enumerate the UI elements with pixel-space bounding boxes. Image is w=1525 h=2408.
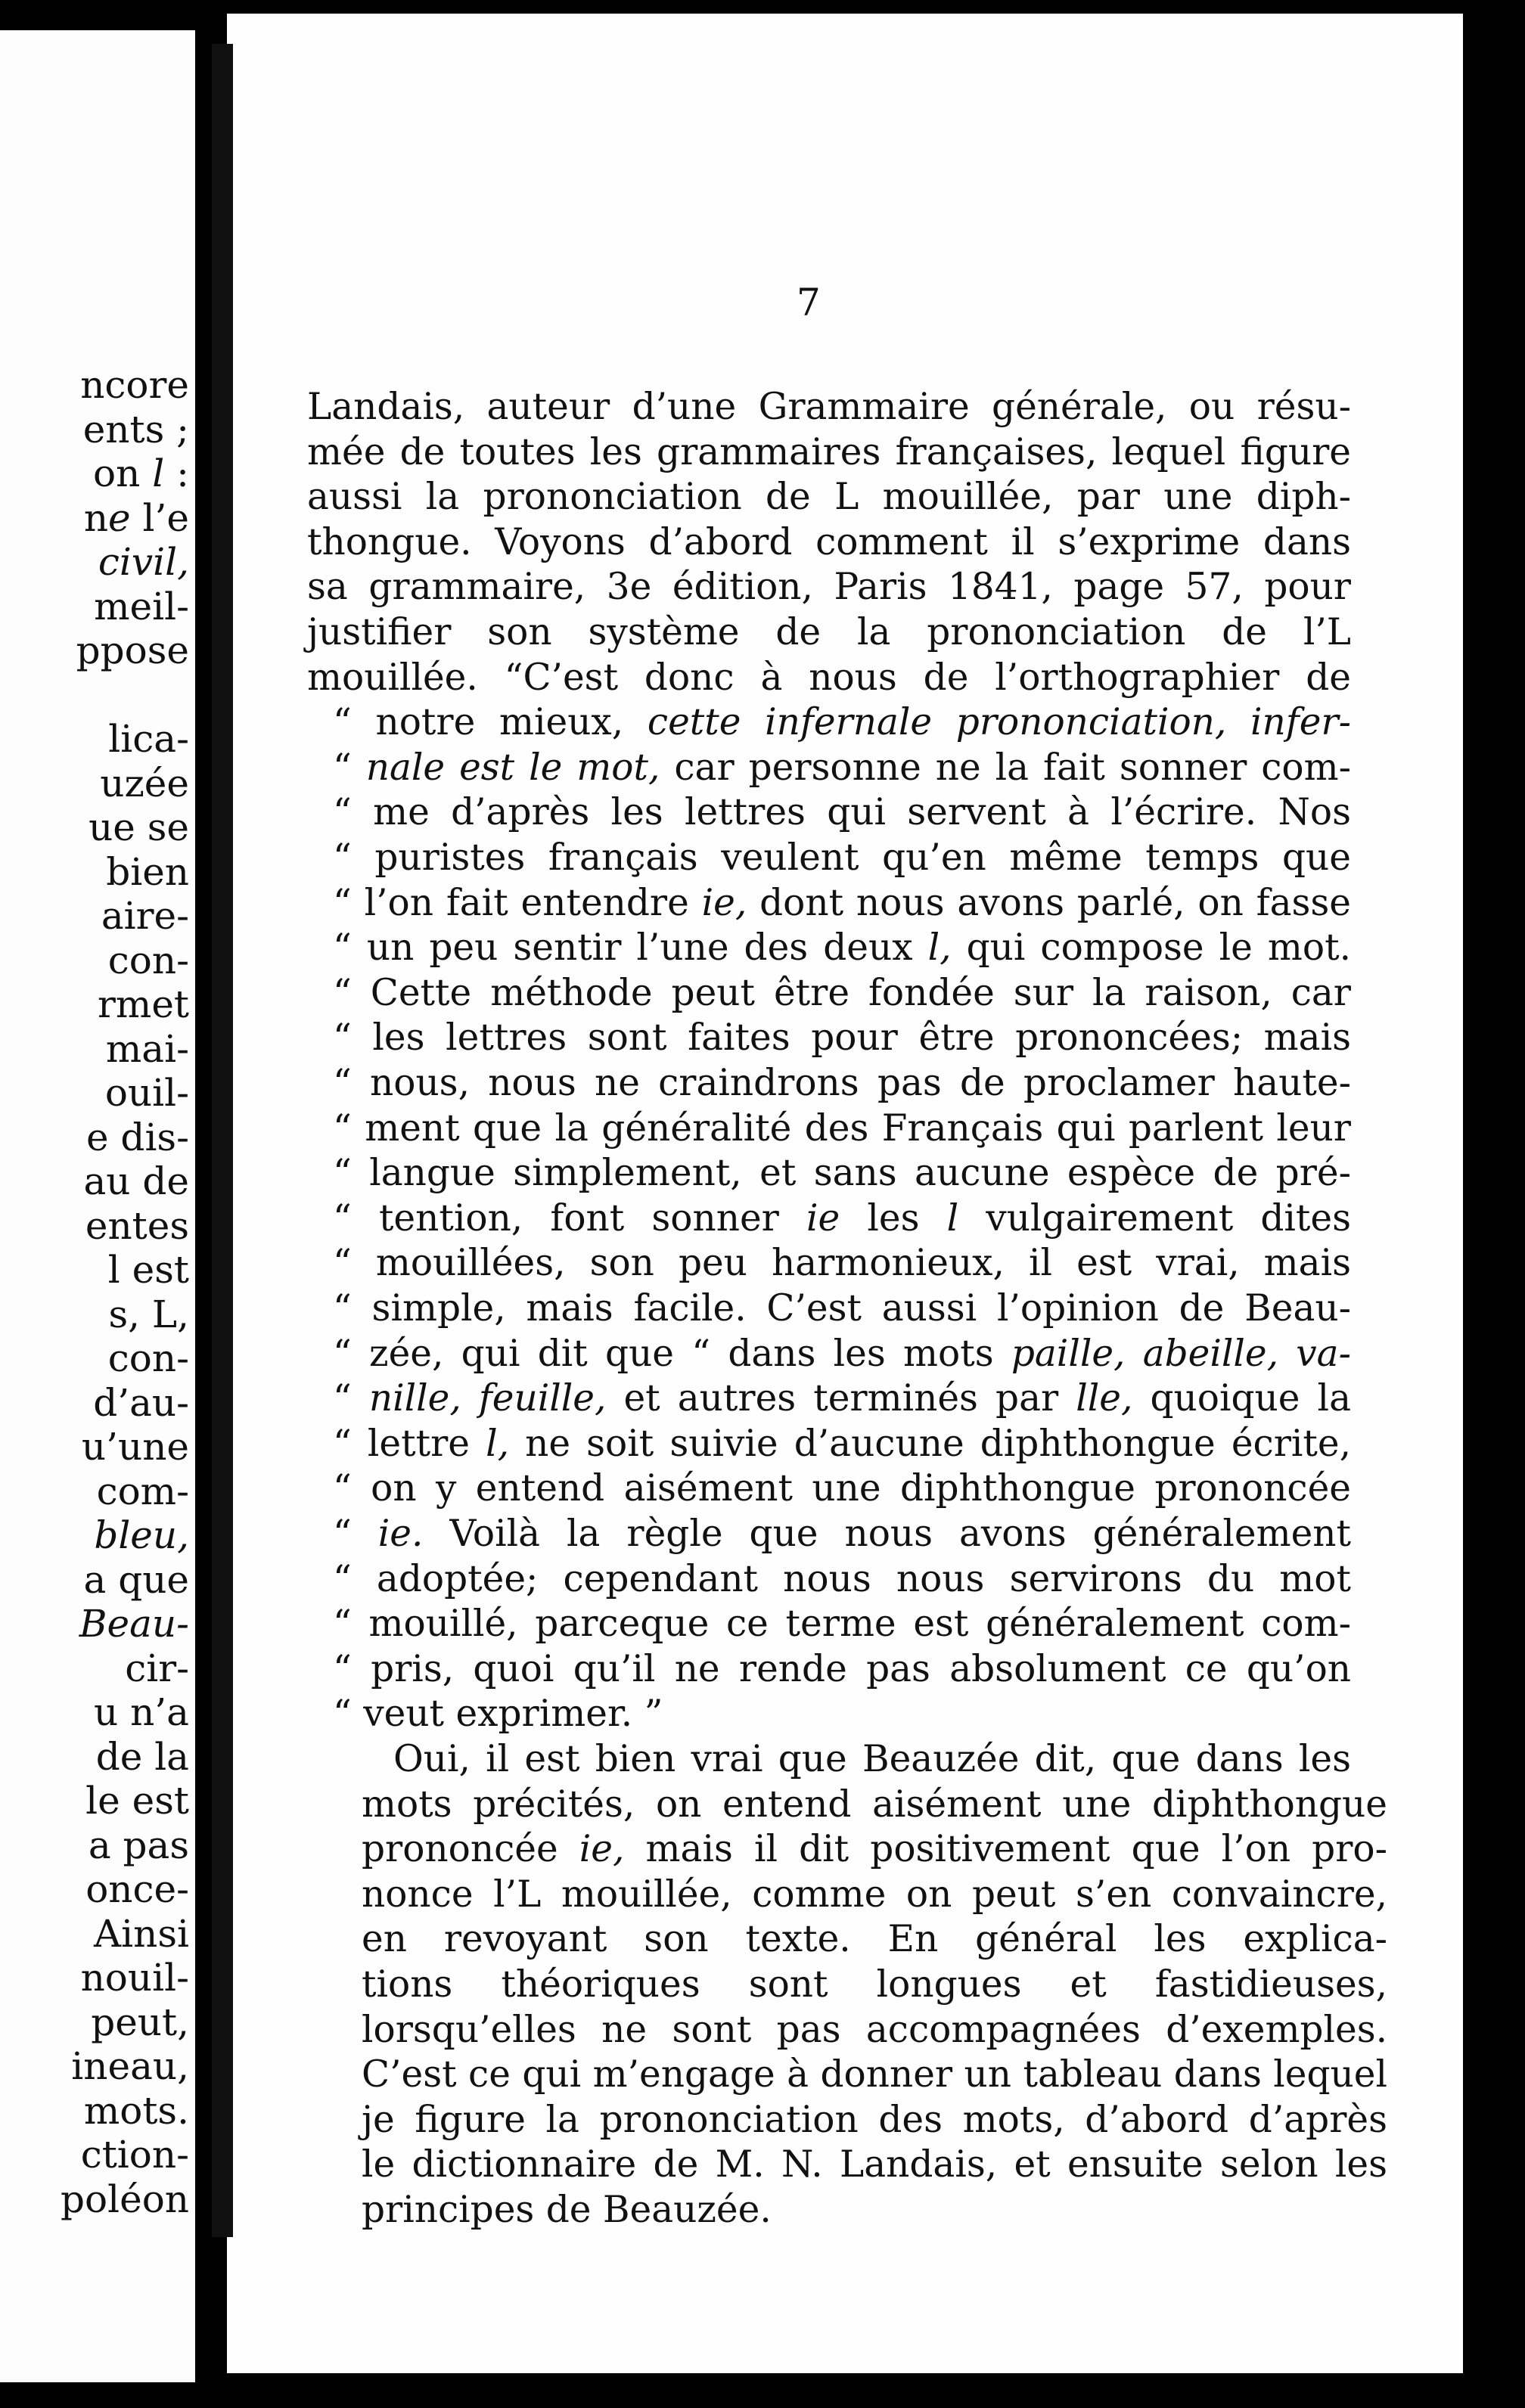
left-fragment-line: con- [107,938,189,982]
text-line: “ tention, font sonner ie les l vulgairement dites [333,1196,1351,1240]
left-fragment-line: d’au- [93,1380,189,1425]
text-line: “ pris, quoi qu’il ne rende pas absolument ce qu’on [333,1647,1351,1690]
left-fragment-line: au de [83,1159,189,1203]
left-fragment-line: lica- [108,717,189,761]
left-fragment-line: com- [96,1469,189,1513]
text-line: “ me d’après les lettres qui servent à l’écrire. Nos [333,791,1351,834]
text-line: “ mouillé, parceque ce terme est généralement com- [333,1603,1351,1646]
text-line: “ simple, mais facile. C’est aussi l’opinion de Beau- [333,1287,1351,1330]
text-line: “ langue simplement, et sans aucune espèce de pré- [333,1152,1351,1195]
text-line: “ veut exprimer. ” [333,1693,663,1736]
text-line: “ nille, feuille, et autres terminés par lle, quoique la [333,1377,1351,1420]
text-line: le dictionnaire de M. N. Landais, et ensuite selon les [362,2143,1387,2186]
text-line: justifier son système de la prononciation de l’L [307,611,1351,653]
left-fragment-line: ppose [76,628,189,672]
left-fragment-line: once- [85,1867,189,1911]
text-line: je figure la prononciation des mots, d’abord d’après [362,2098,1387,2141]
page-edge [1463,0,1525,2408]
left-fragment-line: a pas [88,1823,189,1867]
text-line: tions théoriques sont longues et fastidieuses, [362,1963,1387,2006]
text-line: mots précités, on entend aisément une diphthongue [362,1783,1387,1826]
left-fragment-line: nouil- [80,1956,189,2000]
text-line: “ nous, nous ne craindrons pas de proclamer haute- [333,1062,1351,1104]
text-line: prononcée ie, mais il dit positivement que l’on pro- [362,1828,1387,1871]
left-fragment-line: aire- [101,894,189,938]
left-fragment-line: de la [95,1734,189,1779]
left-fragment-line: ncore [80,363,189,407]
text-line: “ notre mieux, cette infernale prononciation, infer- [333,701,1351,744]
left-fragment-line: bleu, [94,1513,189,1557]
text-line: “ Cette méthode peut être fondée sur la raison, car [333,971,1351,1014]
text-line: C’est ce qui m’engage à donner un tableau dans lequel [362,2053,1387,2096]
left-fragment-line: rmet [98,982,189,1026]
left-fragment-line: ne l’e [83,495,189,540]
text-line: “ ment que la généralité des Français qui parlent leur [333,1106,1351,1150]
text-line: “ un peu sentir l’une des deux l, qui compose le mot. [333,926,1351,970]
text-line: lorsqu’elles ne sont pas accompagnées d’exemples. [362,2008,1387,2051]
left-page-fragment [0,30,195,2382]
left-fragment-line: bien [106,849,189,894]
text-line: Landais, auteur d’une Grammaire générale, ou résu- [307,386,1351,428]
text-line: “ on y entend aisément une diphthongue prononcée [333,1467,1351,1510]
text-line: “ puristes français veulent qu’en même temps que [333,836,1351,879]
left-fragment-line: Ainsi [94,1911,189,1956]
page-spine-shadow [212,44,233,2237]
left-fragment-line: u n’a [93,1690,189,1734]
left-fragment-line: poléon [61,2177,189,2221]
page-number: 7 [797,281,821,324]
text-line: en revoyant son texte. En général les explica- [362,1918,1387,1961]
left-fragment-line: on l : [93,452,189,495]
left-fragment-line: peut, [91,2000,189,2044]
text-line: “ l’on fait entendre ie, dont nous avons parlé, on fasse [333,881,1352,924]
left-fragment-line: entes [85,1203,189,1248]
left-fragment-line: s, L, [108,1292,189,1336]
text-line: thongue. Voyons d’abord comment il s’exprime dans [307,520,1351,563]
left-fragment-line: a que [83,1557,189,1602]
left-fragment-line: ents ; [82,407,189,452]
left-fragment-line: uzée [100,761,189,805]
text-line: “ ie. Voilà la règle que nous avons généralement [333,1513,1351,1555]
text-line: nonce l’L mouillée, comme on peut s’en convaincre, [362,1873,1387,1916]
text-line: “ adoptée; cependant nous nous servirons du mot [333,1557,1351,1600]
left-fragment-line: mots. [83,2088,189,2133]
left-fragment-line: mai- [105,1026,189,1071]
text-line: mée de toutes les grammaires françaises, lequel figure [307,430,1351,473]
text-line: Oui, il est bien vrai que Beauzée dit, que dans les [393,1738,1351,1780]
left-fragment-line: l est [107,1248,189,1292]
text-line: mouillée. “C’est donc à nous de l’orthographier de [307,656,1351,699]
left-fragment-line: Beau- [79,1602,189,1646]
text-line: aussi la prononciation de L mouillée, par une diph- [307,476,1351,519]
left-fragment-line: ue se [89,805,189,849]
text-line: “ zée, qui dit que “ dans les mots paille, abeille, va- [333,1332,1351,1375]
text-line: “ mouillées, son peu harmonieux, il est vrai, mais [333,1242,1351,1285]
left-fragment-line: con- [107,1336,189,1380]
text-line: sa grammaire, 3e édition, Paris 1841, page 57, pour [307,566,1351,609]
text-line: “ nale est le mot, car personne ne la fait sonner com- [333,746,1352,789]
left-fragment-line: ouil- [104,1071,189,1115]
text-line: “ les lettres sont faites pour être prononcées; mais [333,1016,1351,1060]
left-fragment-line: e dis- [85,1115,189,1159]
left-fragment-line: cir- [125,1646,189,1690]
left-fragment-line: meil- [94,584,189,628]
left-fragment-line: ction- [80,2133,189,2177]
left-fragment-line: civil, [98,540,189,584]
text-line: “ lettre l, ne soit suivie d’aucune diphthongue écrite, [333,1422,1351,1465]
left-fragment-line: u’une [81,1425,189,1469]
left-fragment-line: le est [85,1779,189,1823]
left-fragment-line: ineau, [71,2044,189,2088]
text-line: principes de Beauzée. [362,2189,772,2231]
